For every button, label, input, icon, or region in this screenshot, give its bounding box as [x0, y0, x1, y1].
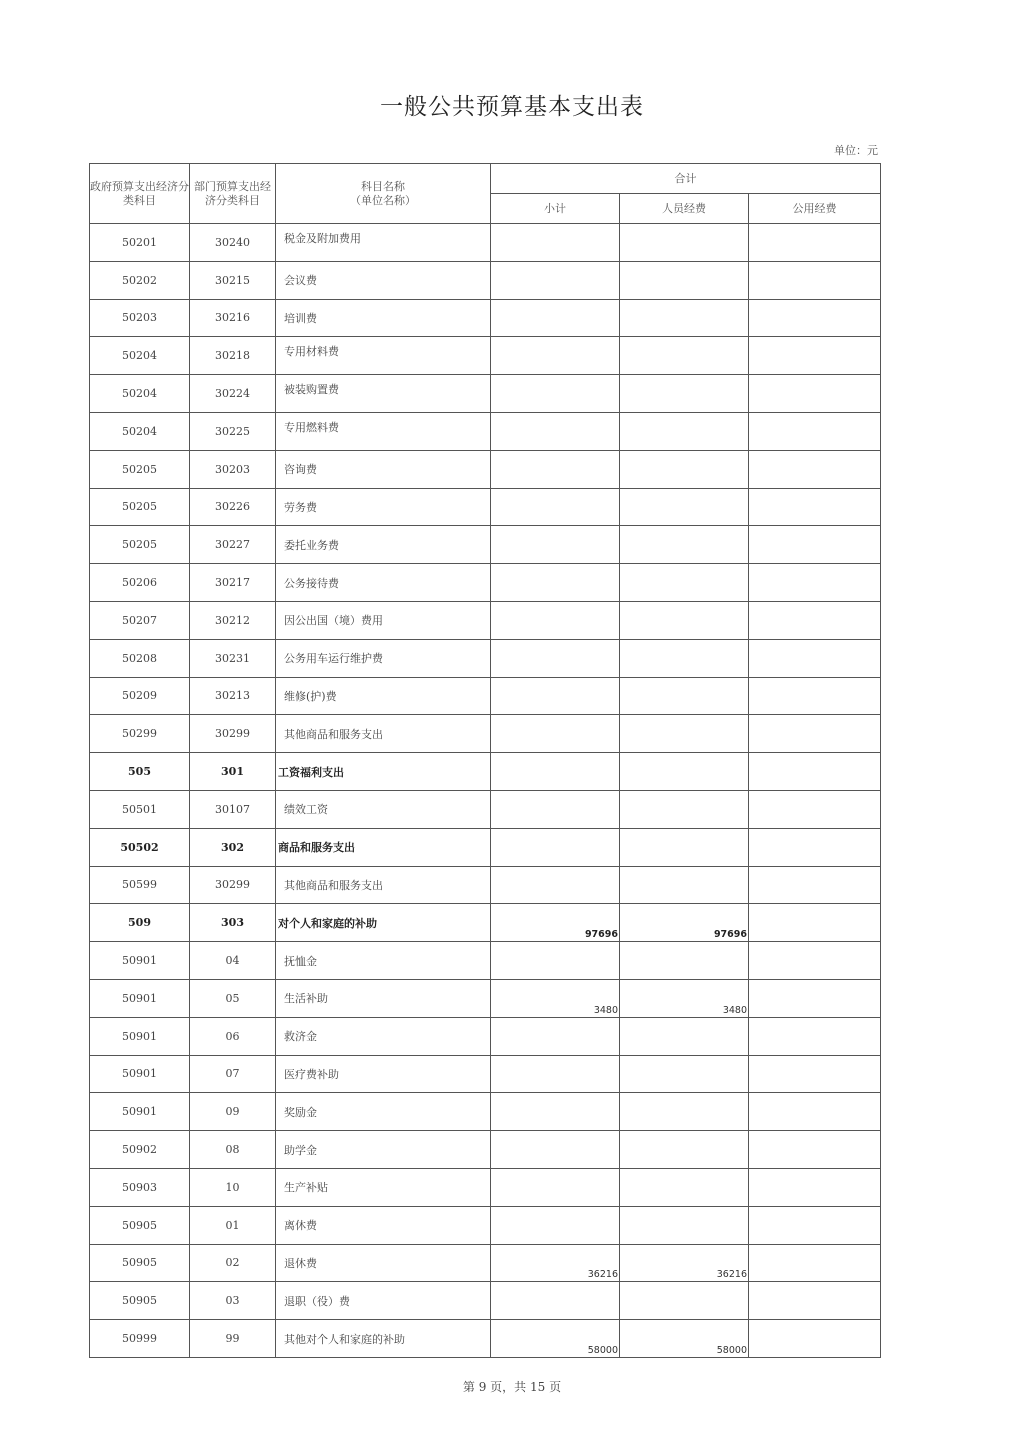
table-row: [90, 1093, 881, 1131]
dept-code-cell: 303: [190, 904, 276, 942]
subtotal-cell: [491, 866, 620, 904]
personnel-cell: [620, 715, 749, 753]
table-row: [90, 1017, 881, 1055]
gov-code-cell: 50905: [90, 1206, 190, 1244]
gov-code-cell: 50599: [90, 866, 190, 904]
subtotal-cell: [491, 375, 620, 413]
personnel-cell: 97696: [620, 904, 749, 942]
public-cell: [749, 1131, 881, 1169]
item-name-cell: 其他对个人和家庭的补助: [276, 1320, 491, 1358]
subtotal-cell: 97696: [491, 904, 620, 942]
table-row: [90, 715, 881, 753]
personnel-cell: [620, 337, 749, 375]
gov-code-cell: 50205: [90, 488, 190, 526]
header-total: 合计: [491, 164, 881, 194]
dept-code-cell: 30212: [190, 601, 276, 639]
dept-code-cell: 30215: [190, 261, 276, 299]
personnel-cell: [620, 412, 749, 450]
personnel-cell: [620, 1282, 749, 1320]
personnel-cell: [620, 677, 749, 715]
item-name-cell: 生产补贴: [276, 1168, 491, 1206]
dept-code-cell: 08: [190, 1131, 276, 1169]
public-cell: [749, 337, 881, 375]
table-row: [90, 1168, 881, 1206]
subtotal-cell: [491, 1017, 620, 1055]
table-row: [90, 790, 881, 828]
public-cell: [749, 261, 881, 299]
subtotal-cell: 36216: [491, 1244, 620, 1282]
header-dept-code: 部门预算支出经济分类科目: [190, 164, 276, 224]
item-name-cell: 离休费: [276, 1206, 491, 1244]
gov-code-cell: 50905: [90, 1282, 190, 1320]
item-name-cell: 税金及附加费用: [276, 224, 491, 262]
subtotal-cell: [491, 677, 620, 715]
gov-code-cell: 505: [90, 753, 190, 791]
gov-code-cell: 50205: [90, 450, 190, 488]
dept-code-cell: 05: [190, 979, 276, 1017]
public-cell: [749, 828, 881, 866]
personnel-cell: [620, 526, 749, 564]
dept-code-cell: 30299: [190, 866, 276, 904]
personnel-cell: [620, 942, 749, 980]
dept-code-cell: 302: [190, 828, 276, 866]
subtotal-cell: [491, 450, 620, 488]
gov-code-cell: 50502: [90, 828, 190, 866]
gov-code-cell: 50901: [90, 979, 190, 1017]
public-cell: [749, 299, 881, 337]
public-cell: [749, 564, 881, 602]
dept-code-cell: 30216: [190, 299, 276, 337]
public-cell: [749, 1168, 881, 1206]
subtotal-cell: [491, 1093, 620, 1131]
table-row: [90, 450, 881, 488]
personnel-cell: [620, 790, 749, 828]
subtotal-cell: [491, 224, 620, 262]
personnel-cell: [620, 828, 749, 866]
dept-code-cell: 01: [190, 1206, 276, 1244]
personnel-cell: [620, 1131, 749, 1169]
personnel-cell: [620, 375, 749, 413]
table-row: [90, 904, 881, 942]
table-row: [90, 677, 881, 715]
subtotal-cell: [491, 715, 620, 753]
table-row: [90, 564, 881, 602]
gov-code-cell: 50201: [90, 224, 190, 262]
public-cell: [749, 1206, 881, 1244]
gov-code-cell: 50901: [90, 1093, 190, 1131]
table-row: [90, 828, 881, 866]
subtotal-cell: [491, 828, 620, 866]
public-cell: [749, 601, 881, 639]
personnel-cell: [620, 639, 749, 677]
dept-code-cell: 99: [190, 1320, 276, 1358]
dept-code-cell: 30299: [190, 715, 276, 753]
gov-code-cell: 50209: [90, 677, 190, 715]
table-row: [90, 375, 881, 413]
personnel-cell: [620, 450, 749, 488]
table-row: [90, 224, 881, 262]
dept-code-cell: 30203: [190, 450, 276, 488]
subtotal-cell: [491, 639, 620, 677]
table-row: [90, 601, 881, 639]
personnel-cell: [620, 1093, 749, 1131]
gov-code-cell: 50299: [90, 715, 190, 753]
public-cell: [749, 677, 881, 715]
dept-code-cell: 30240: [190, 224, 276, 262]
gov-code-cell: 50901: [90, 1017, 190, 1055]
table-row: [90, 1206, 881, 1244]
item-name-cell: 医疗费补助: [276, 1055, 491, 1093]
subtotal-cell: [491, 1055, 620, 1093]
header-name-main: 科目名称: [361, 179, 405, 193]
gov-code-cell: 50999: [90, 1320, 190, 1358]
dept-code-cell: 07: [190, 1055, 276, 1093]
item-name-cell: 其他商品和服务支出: [276, 715, 491, 753]
table-row: [90, 1244, 881, 1282]
header-name: [276, 164, 491, 224]
table-row: [90, 412, 881, 450]
public-cell: [749, 488, 881, 526]
public-cell: [749, 526, 881, 564]
table-row: [90, 1282, 881, 1320]
personnel-cell: [620, 299, 749, 337]
item-name-cell: 维修(护)费: [276, 677, 491, 715]
public-cell: [749, 639, 881, 677]
table-row: [90, 942, 881, 980]
page-footer: 第 9 页，共 15 页: [462, 1380, 562, 1394]
table-row: [90, 299, 881, 337]
table-row: [90, 337, 881, 375]
public-cell: [749, 1282, 881, 1320]
public-cell: [749, 1017, 881, 1055]
item-name-cell: 商品和服务支出: [276, 828, 491, 866]
public-cell: [749, 942, 881, 980]
personnel-cell: [620, 564, 749, 602]
dept-code-cell: 06: [190, 1017, 276, 1055]
subtotal-cell: [491, 1168, 620, 1206]
gov-code-cell: 50903: [90, 1168, 190, 1206]
page-title: 一般公共预算基本支出表: [380, 94, 644, 120]
dept-code-cell: 03: [190, 1282, 276, 1320]
gov-code-cell: 50204: [90, 412, 190, 450]
gov-code-cell: 50202: [90, 261, 190, 299]
item-name-cell: 对个人和家庭的补助: [276, 904, 491, 942]
header-public: 公用经费: [749, 194, 881, 224]
item-name-cell: 生活补助: [276, 979, 491, 1017]
public-cell: [749, 412, 881, 450]
table-row: [90, 261, 881, 299]
gov-code-cell: 50205: [90, 526, 190, 564]
personnel-cell: [620, 1206, 749, 1244]
public-cell: [749, 866, 881, 904]
public-cell: [749, 224, 881, 262]
subtotal-cell: [491, 1282, 620, 1320]
dept-code-cell: 30225: [190, 412, 276, 450]
dept-code-cell: 301: [190, 753, 276, 791]
header-personnel: 人员经费: [620, 194, 749, 224]
public-cell: [749, 1320, 881, 1358]
dept-code-cell: 30231: [190, 639, 276, 677]
item-name-cell: 绩效工资: [276, 790, 491, 828]
item-name-cell: 公务用车运行维护费: [276, 639, 491, 677]
gov-code-cell: 50206: [90, 564, 190, 602]
item-name-cell: 专用材料费: [276, 337, 491, 375]
dept-code-cell: 04: [190, 942, 276, 980]
item-name-cell: 劳务费: [276, 488, 491, 526]
gov-code-cell: 50204: [90, 375, 190, 413]
subtotal-cell: [491, 1131, 620, 1169]
public-cell: [749, 1093, 881, 1131]
personnel-cell: [620, 1055, 749, 1093]
header-gov-code: 政府预算支出经济分类科目: [90, 164, 190, 224]
dept-code-cell: 10: [190, 1168, 276, 1206]
item-name-cell: 抚恤金: [276, 942, 491, 980]
item-name-cell: 会议费: [276, 261, 491, 299]
personnel-cell: [620, 866, 749, 904]
item-name-cell: 退职（役）费: [276, 1282, 491, 1320]
item-name-cell: 被装购置费: [276, 375, 491, 413]
gov-code-cell: 50501: [90, 790, 190, 828]
gov-code-cell: 50902: [90, 1131, 190, 1169]
public-cell: [749, 1055, 881, 1093]
subtotal-cell: [491, 488, 620, 526]
budget-table: [89, 163, 881, 1358]
subtotal-cell: [491, 753, 620, 791]
subtotal-cell: [491, 942, 620, 980]
public-cell: [749, 753, 881, 791]
dept-code-cell: 30213: [190, 677, 276, 715]
table-row: [90, 1320, 881, 1358]
item-name-cell: 救济金: [276, 1017, 491, 1055]
public-cell: [749, 715, 881, 753]
dept-code-cell: 30107: [190, 790, 276, 828]
personnel-cell: [620, 224, 749, 262]
item-name-cell: 助学金: [276, 1131, 491, 1169]
dept-code-cell: 30226: [190, 488, 276, 526]
table-row: [90, 526, 881, 564]
personnel-cell: [620, 601, 749, 639]
gov-code-cell: 509: [90, 904, 190, 942]
dept-code-cell: 30217: [190, 564, 276, 602]
gov-code-cell: 50208: [90, 639, 190, 677]
personnel-cell: [620, 1017, 749, 1055]
gov-code-cell: 50204: [90, 337, 190, 375]
table-row: [90, 639, 881, 677]
public-cell: [749, 904, 881, 942]
item-name-cell: 委托业务费: [276, 526, 491, 564]
item-name-cell: 培训费: [276, 299, 491, 337]
table-row: [90, 488, 881, 526]
public-cell: [749, 979, 881, 1017]
item-name-cell: 奖励金: [276, 1093, 491, 1131]
subtotal-cell: [491, 299, 620, 337]
item-name-cell: 咨询费: [276, 450, 491, 488]
subtotal-cell: 58000: [491, 1320, 620, 1358]
subtotal-cell: [491, 564, 620, 602]
gov-code-cell: 50203: [90, 299, 190, 337]
subtotal-cell: [491, 526, 620, 564]
public-cell: [749, 1244, 881, 1282]
personnel-cell: [620, 753, 749, 791]
subtotal-cell: [491, 790, 620, 828]
public-cell: [749, 790, 881, 828]
header-subtotal: 小计: [491, 194, 620, 224]
dept-code-cell: 02: [190, 1244, 276, 1282]
personnel-cell: [620, 488, 749, 526]
item-name-cell: 公务接待费: [276, 564, 491, 602]
public-cell: [749, 375, 881, 413]
item-name-cell: 工资福利支出: [276, 753, 491, 791]
table-row: [90, 753, 881, 791]
subtotal-cell: 3480: [491, 979, 620, 1017]
subtotal-cell: [491, 261, 620, 299]
table-row: [90, 1131, 881, 1169]
unit-label: 单位：元: [834, 144, 878, 157]
item-name-cell: 其他商品和服务支出: [276, 866, 491, 904]
gov-code-cell: 50207: [90, 601, 190, 639]
public-cell: [749, 450, 881, 488]
personnel-cell: [620, 261, 749, 299]
gov-code-cell: 50901: [90, 942, 190, 980]
subtotal-cell: [491, 337, 620, 375]
dept-code-cell: 30218: [190, 337, 276, 375]
dept-code-cell: 30227: [190, 526, 276, 564]
item-name-cell: 退休费: [276, 1244, 491, 1282]
personnel-cell: 36216: [620, 1244, 749, 1282]
table-row: [90, 979, 881, 1017]
personnel-cell: 58000: [620, 1320, 749, 1358]
dept-code-cell: 30224: [190, 375, 276, 413]
subtotal-cell: [491, 412, 620, 450]
gov-code-cell: 50905: [90, 1244, 190, 1282]
table-row: [90, 866, 881, 904]
gov-code-cell: 50901: [90, 1055, 190, 1093]
item-name-cell: 专用燃料费: [276, 412, 491, 450]
item-name-cell: 因公出国（境）费用: [276, 601, 491, 639]
table-row: [90, 1055, 881, 1093]
subtotal-cell: [491, 601, 620, 639]
dept-code-cell: 09: [190, 1093, 276, 1131]
subtotal-cell: [491, 1206, 620, 1244]
header-name-sub: （单位名称）: [350, 193, 416, 207]
personnel-cell: [620, 1168, 749, 1206]
personnel-cell: 3480: [620, 979, 749, 1017]
